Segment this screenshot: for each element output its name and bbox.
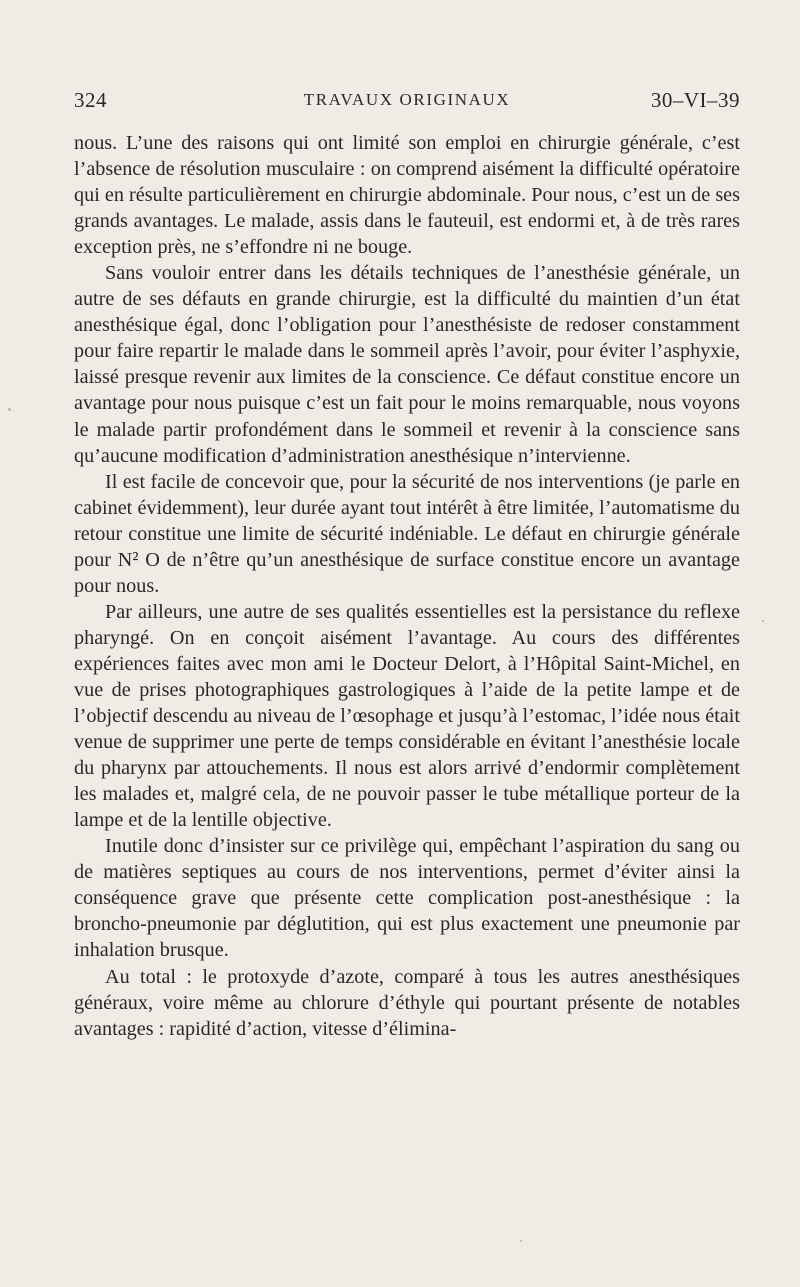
paragraph: Par ailleurs, une autre de ses qualités essentielles est la persistance du reflexe pharyngé. On en conçoit aisément l’avantage. Au cours des différentes expériences faites avec mon ami le Docteur Delort, à l’Hôpital Saint-Michel, en vue de prises photographiques gastrologiques à l’aide de la petite lampe et de l’objectif descendu au niveau de l’œsophage et jusqu’à l’estomac, l’idée nous était venue de supprimer une perte de temps considérable en évitant l’anesthésie locale du pharynx par attouchements. Il nous est alors arrivé d’endormir complètement les malades et, malgré cela, de ne pouvoir passer le tube métallique porteur de la lampe et de la lentille objective. <box>74 600 740 832</box>
paragraph: Il est facile de concevoir que, pour la sécurité de nos interventions (je parle en cabinet évidemment), leur durée ayant tout intérêt à être limitée, l’automatisme du retour constitue une limite de sécurité indéniable. Le défaut en chirurgie générale pour N² O de n’être qu’un anesthésique de surface constitue encore un avantage pour nous. <box>74 470 740 597</box>
issue-date: 30–VI–39 <box>650 88 740 112</box>
section-title: TRAVAUX ORIGINAUX <box>303 90 511 109</box>
paper-speck <box>520 1240 522 1242</box>
running-header <box>74 88 740 112</box>
paragraph-continuation: nous. L’une des raisons qui ont limité son emploi en chirurgie générale, c’est l’absence de résolution musculaire : on comprend aisément la difficulté opératoire qui en résulte particulièrement en chirurgie abdominale. Pour nous, c’est un de ses grands avantages. Le malade, assis dans le fauteuil, est endormi et, à de très rares exception près, ne s’effondre ni ne bouge. <box>74 132 740 259</box>
paragraph: Sans vouloir entrer dans les détails techniques de l’anesthésie générale, un autre de ses défauts en grande chirurgie, est la difficulté du maintien d’un état anesthésique égal, donc l’obligation pour l’anesthésiste de redoser constamment pour faire repartir le malade dans le sommeil après l’avoir, pour éviter l’asphyxie, laissé presque revenir aux limites de la conscience. Ce défaut constitue encore un avantage pour nous puisque c’est un fait pour le moins remarquable, nous voyons le malade partir profondément dans le sommeil et revenir à la conscience sans qu’aucune modification d’administration anesthésique n’intervienne. <box>74 262 740 467</box>
paragraph: Au total : le protoxyde d’azote, comparé à tous les autres anesthésiques généraux, voire même au chlorure d’éthyle qui pourtant présente de notables avantages : rapidité d’action, vitesse d’élimina- <box>74 965 740 1040</box>
paper-speck <box>762 620 764 622</box>
page-number: 324 <box>74 88 107 112</box>
paragraph: Inutile donc d’insister sur ce privilège qui, empêchant l’aspiration du sang ou de matières septiques au cours de nos interventions, permet d’éviter ainsi la conséquence grave que présente cette complication post-anesthésique : la broncho-pneumonie par déglutition, qui est plus exactement une pneumonie par inhalation brusque. <box>74 835 740 962</box>
article-body <box>74 130 740 1042</box>
paper-speck <box>8 408 11 411</box>
